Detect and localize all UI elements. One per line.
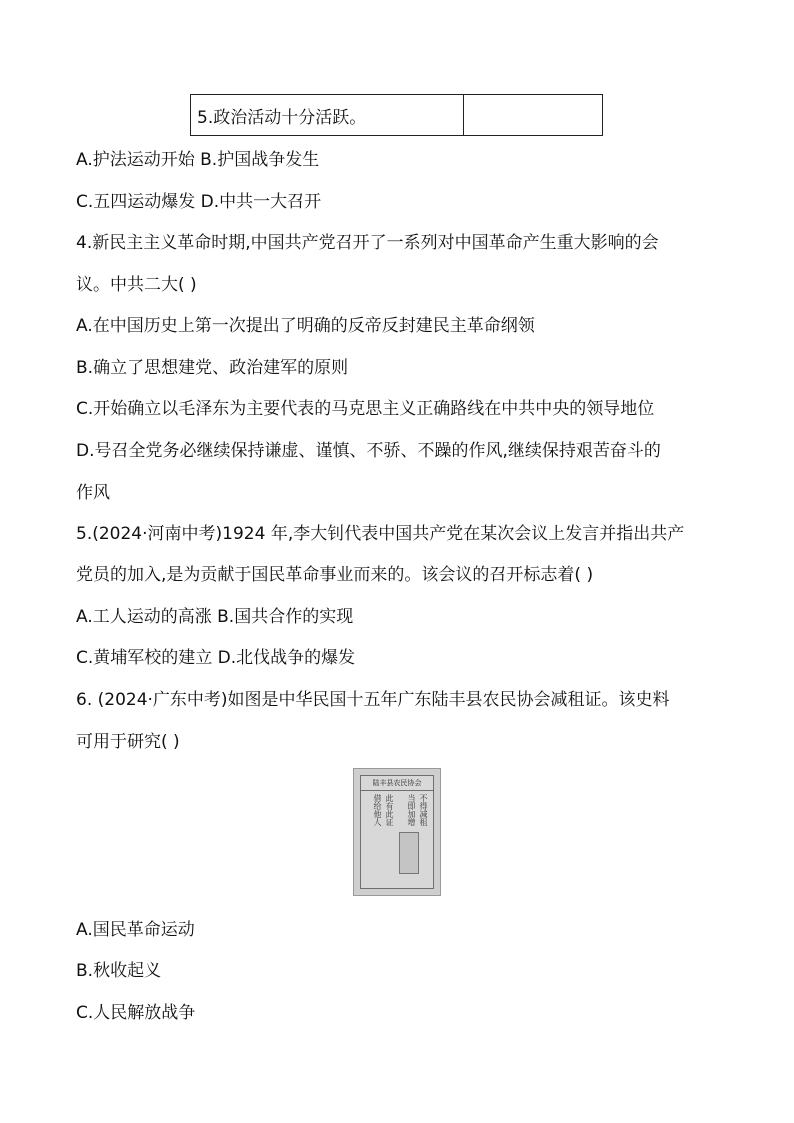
- q6-stem-line2: 可用于研究( ): [76, 732, 180, 752]
- q4-option-d-line2: 作风: [76, 483, 110, 503]
- certificate-frame: [360, 775, 434, 889]
- q3-options-ab: A.护法运动开始 B.护国战争发生: [76, 150, 320, 170]
- certificate-header: 陆丰县农民协会: [361, 776, 433, 791]
- certificate-column: 当即加增: [407, 794, 416, 826]
- q6-stem-line1: 6. (2024·广东中考)如图是中华民国十五年广东陆丰县农民协会减租证。该史料: [76, 690, 670, 710]
- q6-option-c: C.人民解放战争: [76, 1003, 196, 1023]
- certificate-column: 借给他人: [373, 794, 382, 826]
- q4-option-d-line1: D.号召全党务必继续保持谦虚、谨慎、不骄、不躁的作风,继续保持艰苦奋斗的: [76, 441, 661, 461]
- rent-reduction-certificate-image: [353, 768, 441, 896]
- q6-option-a: A.国民革命运动: [76, 920, 195, 940]
- q4-option-c: C.开始确立以毛泽东为主要代表的马克思主义正确路线在中共中央的领导地位: [76, 399, 655, 419]
- table-cell-empty: [464, 95, 603, 136]
- certificate-column: 不得减租: [419, 794, 428, 826]
- q5-options-cd: C.黄埔军校的建立 D.北伐战争的爆发: [76, 648, 356, 668]
- q4-stem-line1: 4.新民主主义革命时期,中国共产党召开了一系列对中国革命产生重大影响的会: [76, 233, 659, 253]
- certificate-column: 此有此证: [385, 794, 394, 826]
- certificate-stamp: [399, 832, 419, 874]
- q5-stem-line1: 5.(2024·河南中考)1924 年,李大钊代表中国共产党在某次会议上发言并指出共产: [76, 524, 685, 544]
- q4-stem-line2: 议。中共二大( ): [76, 275, 197, 295]
- q4-option-a: A.在中国历史上第一次提出了明确的反帝反封建民主革命纲领: [76, 316, 535, 336]
- q6-option-b: B.秋收起义: [76, 961, 162, 981]
- comparison-table: [190, 94, 603, 136]
- q5-stem-line2: 党员的加入,是为贡献于国民革命事业而来的。该会议的召开标志着( ): [76, 565, 594, 585]
- table-cell: 5.政治活动十分活跃。: [191, 95, 464, 136]
- q3-options-cd: C.五四运动爆发 D.中共一大召开: [76, 192, 322, 212]
- table-row: [191, 95, 603, 136]
- q4-option-b: B.确立了思想建党、政治建军的原则: [76, 358, 349, 378]
- q5-options-ab: A.工人运动的高涨 B.国共合作的实现: [76, 607, 354, 627]
